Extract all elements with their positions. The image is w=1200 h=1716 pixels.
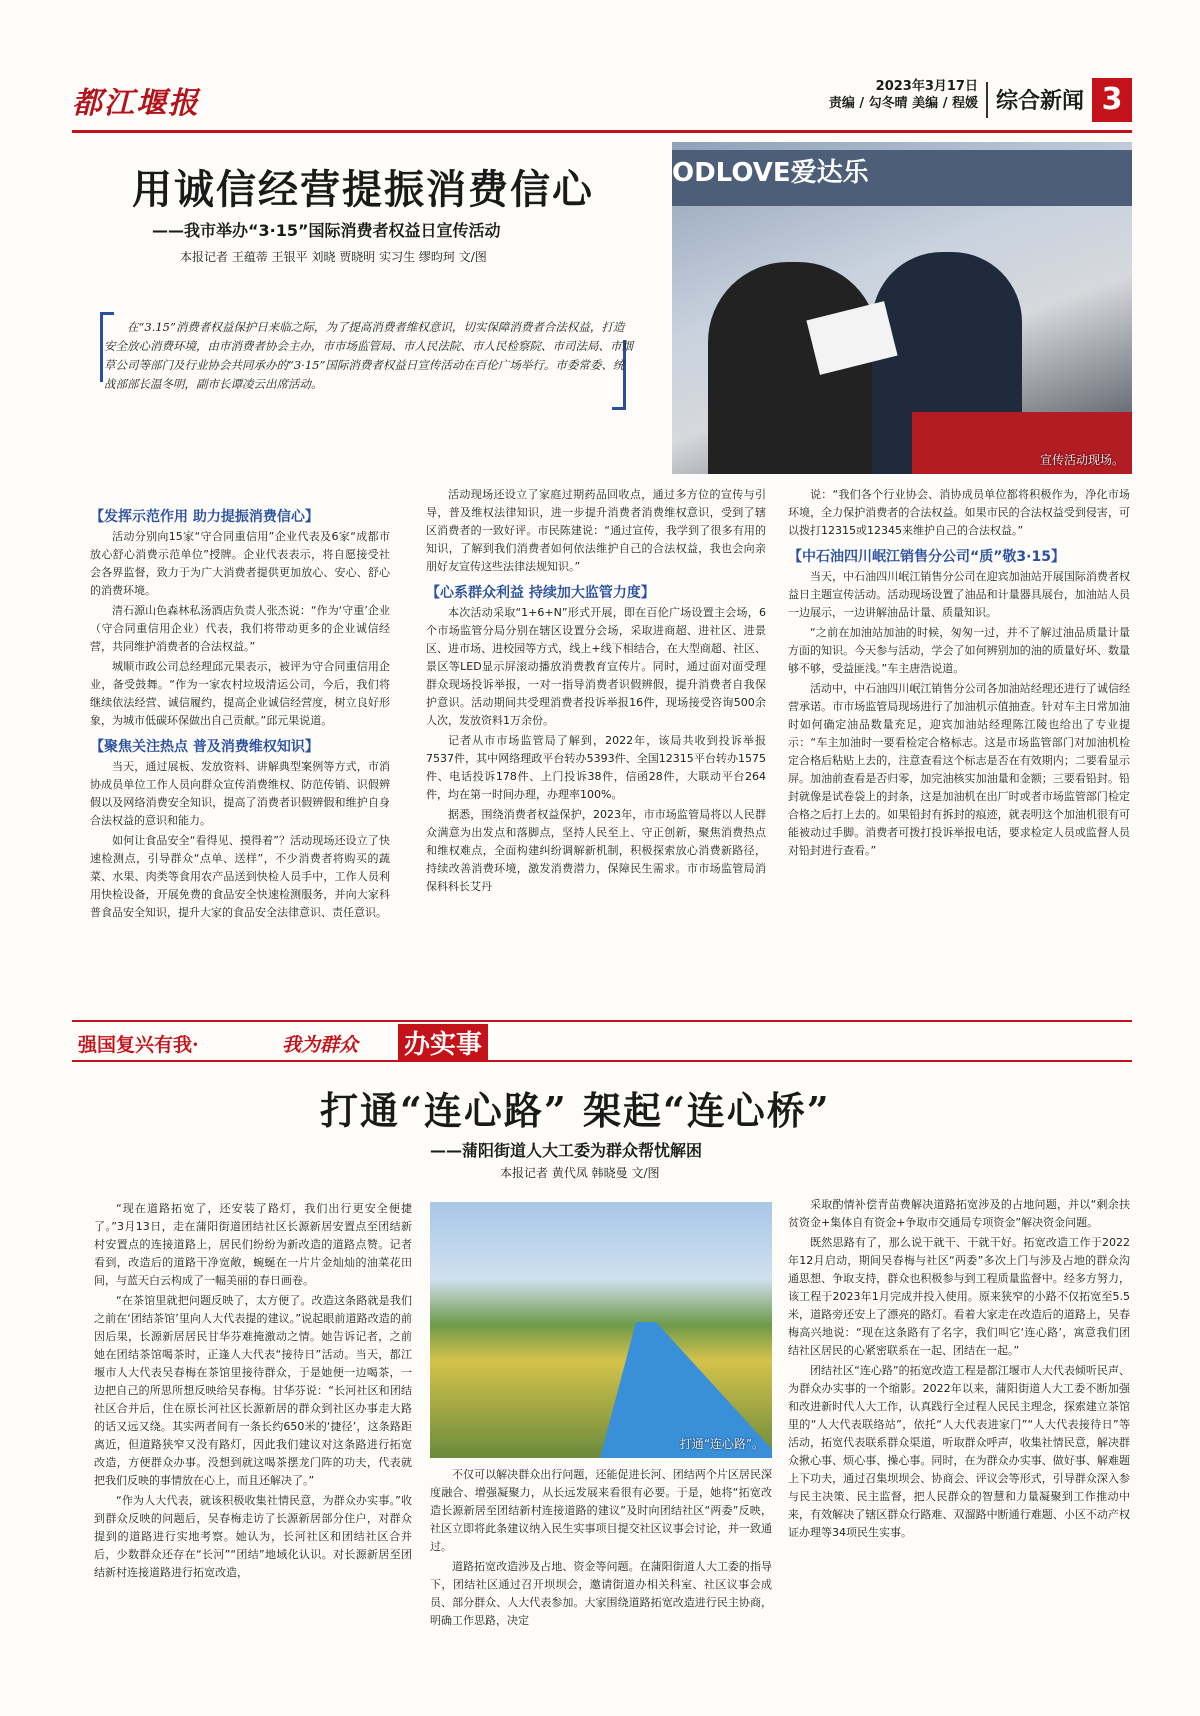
article2-byline: 本报记者 黄代凤 韩晓曼 文/图 bbox=[500, 1166, 660, 1180]
article1-lead: 在“3.15”消费者权益保护日来临之际，为了提高消费者维权意识，切实保障消费者合法权益，打造安全放心消费环境，由市消费者协会主办，市市场监管局、市人民法院、市人民检察院、市司法局、市烟草公司等部门及行业协会共同承办的“3·15”国际消费者权益日宣传活动在百伦广场举行。市委常委、统战部部长温冬明，副市长谭凌云出席活动。 bbox=[104, 320, 633, 391]
article1-byline: 本报记者 王蕴蒂 王银平 刘晓 贾晓明 实习生 缪昀珂 文/图 bbox=[180, 250, 487, 264]
page-number: 3 bbox=[1092, 78, 1132, 122]
paragraph: “现在道路拓宽了，还安装了路灯，我们出行更安全便捷了。”3月13日，走在蒲阳街道团结社区长源新居安置点至团结新村安置点的连接道路上，居民们纷纷为新改造的道路点赞。记者看到，改造后的道路干净宽敞，蜿蜒在一片片金灿灿的油菜花田间，与蓝天白云构成了一幅美丽的春日画卷。 bbox=[94, 1202, 412, 1287]
article1-subhead-4: 【中石油四川岷江销售分公司“质”敬3·15】 bbox=[788, 549, 1065, 565]
article1-headline: 用诚信经营提振消费信心 bbox=[132, 166, 594, 213]
article2-subheadline: ——蒲阳街道人大工委为群众帮忧解困 bbox=[430, 1141, 703, 1160]
article1-column-3 bbox=[788, 486, 1130, 862]
banner-part-3: 办实事 bbox=[398, 1024, 488, 1061]
paragraph: “之前在加油站加油的时候，匆匆一过，并不了解过油品质量计量方面的知识。今天参与活动，学会了如何辨别加的油的质量好坏、数量够不够，受益匪浅。”车主唐浩说道。 bbox=[788, 626, 1130, 675]
article1-column-1 bbox=[90, 500, 390, 924]
paragraph: “在茶馆里就把问题反映了，太方便了。改造这条路就是我们之前在‘团结茶馆’里向人大代表提的建议。”说起眼前道路改造的前因后果，长源新居居民甘华芬难掩激动之情。她告诉记者，之前她在团结茶馆喝茶时，正逢人大代表“接待日”活动。当天，都江堰市人大代表吴春梅在茶馆里接待群众，于是她便一边喝茶，一边把自己的所思所想反映给吴春梅。甘华芬说：“长河社区和团结社区合并后，住在原长河社区长源新居的群众到社区办事走大路的话又远又绕。其实两者间有一条长约650米的‘捷径’，这条路距离近，但道路狭窄又没有路灯，因此我们建议对这条路进行拓宽改造，方便群众办事。没想到就这喝茶摆龙门阵的功夫，代表就把我们反映的事情放在心上，而且还解决了。” bbox=[94, 1294, 412, 1487]
paragraph: 不仅可以解决群众出行问题，还能促进长河、团结两个片区居民深度融合、增强凝聚力，从长远发展来看很有必要。于是，她将“拓宽改造长源新居至团结新村连接道路的建议”及时向团结社区“两委”反映，社区立即将此条建议纳入民生实事项目提交社区议事会讨论，并一致通过。 bbox=[430, 1468, 772, 1553]
paragraph: 城顺市政公司总经理邱元果表示，被评为守合同重信用企业，备受鼓舞。“作为一家农村垃圾清运公司，今后，我们将继续依法经营、诚信履约，提高企业诚信经营度，树立良好形象，为城市低碳环保做出自己贡献。”邱元果说道。 bbox=[90, 660, 390, 727]
article2-headline: 打通“连心路” 架起“连心桥” bbox=[320, 1088, 831, 1133]
header-right bbox=[829, 78, 1132, 122]
photo-brand-sign: ODLOVE爱达乐 bbox=[672, 158, 869, 188]
article2-photo bbox=[430, 1202, 772, 1458]
article2-photo-caption: 打通“连心路”。 bbox=[679, 1437, 764, 1451]
article1-column-2 bbox=[426, 486, 766, 898]
paragraph: 本次活动采取“1+6+N”形式开展，即在百伦广场设置主会场，6个市场监管分局分别在辖区设置分会场，采取进商超、进社区、进景区、进市场、进校园等方式，线上+线下相结合，在大型商超、社区、景区等LED显示屏滚动播放消费教育宣传片。同时，通过面对面受理群众现场投诉举报，一对一指导消费者识假辨假，提升消费者自我保护意识。活动期间共受理消费者投诉举报16件，现场接受咨询500余人次，发放资料1万余份。 bbox=[426, 606, 766, 727]
column-banner bbox=[72, 1020, 1132, 1062]
article1-photo-caption: 宣传活动现场。 bbox=[1039, 453, 1124, 467]
paragraph: 活动中，中石油四川岷江销售分公司各加油站经理还进行了诚信经营承诺。市市场监管局现场进行了加油机示值抽查。针对车主日常加油时如何确定油品数量充足，迎宾加油站经理陈江陵也给出了专业提示：“车主加油时一要看检定合格标志。这是市场监管部门对加油机检定合格后粘贴上去的，注意查看这个标志是否在有效期内；二要看显示屏。加油前查看是否归零，加完油核实加油量和金额；三要看铅封。铅封就像是试卷袋上的封条，这是加油机在出厂时或者市场监管部门检定合格之后打上去的。如果铅封有拆封的痕迹，就表明这个加油机很有可能被动过手脚。消费者可拨打投诉举报电话，要求检定人员或监督人员对铅封进行查看。” bbox=[788, 682, 1130, 857]
article1-subheadline: ——我市举办“3·15”国际消费者权益日宣传活动 bbox=[152, 221, 501, 240]
paragraph: “作为人大代表，就该积极收集社情民意，为群众办实事。”收到群众反映的问题后，吴春梅走访了长源新居部分住户，对群众提到的道路进行实地考察。她认为，长河社区和团结社区合并后，少数群众还存在“长河”“团结”地域化认识。对长源新居至团结新村连接道路进行拓宽改造， bbox=[94, 1494, 412, 1579]
paragraph: 活动分别向15家“守合同重信用”企业代表及6家“成都市放心舒心消费示范单位”授牌。企业代表表示，将自愿接受社会各界监督，致力于为广大消费者提供更加放心、安心、舒心的消费环境。 bbox=[90, 530, 390, 597]
article1-subhead-2: 【聚焦关注热点 普及消费维权知识】 bbox=[90, 739, 319, 755]
banner-part-2: 我为群众 bbox=[282, 1034, 359, 1056]
paragraph: 采取酌情补偿青苗费解决道路拓宽涉及的占地问题，并以“剩余扶贫资金+集体自有资金+争取市交通局专项资金”解决资金问题。 bbox=[788, 1198, 1130, 1229]
editors-line: 责编 / 勾冬晴 美编 / 程媛 bbox=[828, 96, 978, 111]
article1-subhead-3: 【心系群众利益 持续加大监管力度】 bbox=[426, 585, 655, 601]
article1-subhead-1: 【发挥示范作用 助力提振消费信心】 bbox=[90, 509, 319, 525]
article2-column-3 bbox=[788, 1196, 1130, 1544]
section-name: 综合新闻 bbox=[995, 89, 1084, 114]
paragraph: 如何让食品安全“看得见、摸得着”？活动现场还设立了快速检测点，引导群众“点单、送样”，不少消费者将购买的蔬菜、水果、肉类等食用农产品送到快检人员手中，工作人员利用快检设备，开展免费的食品安全快速检测服务，并向大家科普食品安全知识，提升大家的食品安全法律意识、责任意识。 bbox=[90, 834, 390, 919]
paragraph: 当天，通过展板、发放资料、讲解典型案例等方式，市消协成员单位工作人员向群众宣传消费维权、防范传销、识假辨假以及网络消费安全知识，提高了消费者识假辨假和维护自身合法权益的意识和能力。 bbox=[90, 760, 390, 827]
header-divider bbox=[986, 82, 988, 118]
article1-photo bbox=[672, 142, 1132, 474]
paragraph: 当天，中石油四川岷江销售分公司在迎宾加油站开展国际消费者权益日主题宣传活动。活动现场设置了油品和计量器具展台，加油站人员一边展示，一边讲解油品计量、质量知识。 bbox=[788, 570, 1130, 619]
paragraph: 活动现场还设立了家庭过期药品回收点，通过多方位的宣传与引导，普及维权法律知识，进一步提升消费者消费维权意识，受到了辖区消费者的一致好评。市民陈建说：“通过宣传，我学到了很多有用的知识，了解到我们消费者如何依法维护自己的合法权益，我也会向亲朋好友宣传这些法律法规知识。” bbox=[426, 488, 766, 573]
masthead bbox=[72, 78, 1132, 126]
article2-column-1 bbox=[94, 1200, 412, 1584]
photo-person-left bbox=[708, 262, 878, 474]
paragraph: 既然思路有了，那么说干就干、干就干好。拓宽改造工作于2022年12月启动，期间吴春梅与社区“两委”多次上门与涉及占地的群众沟通思想、争取支持，群众也积极参与到工程质量监督中。经多方努力，该工程于2023年1月完成并投入使用。原来狭窄的小路不仅拓宽至5.5米，道路旁还安上了漂亮的路灯。看着大家走在改造后的道路上，吴春梅高兴地说：“现在这条路有了名字，我们叫它‘连心路’，寓意我们团结社区居民的心紧密联系在一起、团结在一起。” bbox=[788, 1236, 1130, 1357]
paragraph: 团结社区“连心路”的拓宽改造工程是都江堰市人大代表倾听民声、为群众办实事的一个缩影。2022年以来，蒲阳街道人大工委不断加强和改进新时代人大工作，认真践行全过程人民民主理念，探索建立茶馆里的“人大代表联络站”，依托“人大代表进家门”“人大代表接待日”等活动，拓宽代表联系群众渠道，听取群众呼声，收集社情民意，解决群众揪心事、烦心事、操心事。同时，在为群众办实事、做好事、解难题上下功夫，通过召集坝坝会、协商会、评议会等形式，引导群众深入参与民主决策、民主监督，把人民群众的智慧和力量凝聚到工作推动中来，有效解决了辖区群众行路难、双溜路中断通行难题、小区不动产权证办理等34项民生实事。 bbox=[788, 1364, 1130, 1539]
issue-date: 2023年3月17日 bbox=[875, 79, 978, 94]
newspaper-logo: 都江堰报 bbox=[72, 86, 200, 121]
paragraph: 说：“我们各个行业协会、消协成员单位都将积极作为，净化市场环境，全力保护消费者的合法权益。如果市民的合法权益受到侵害，可以拨打12315或12345来维护自己的合法权益。” bbox=[788, 488, 1130, 537]
paragraph: 记者从市市场监管局了解到，2022年，该局共收到投诉举报7537件，其中网络理政平台转办5393件、全国12315平台转办1575件、电话投诉178件、上门投诉38件，信函28件，大联动平台264件，均在第一时间办理，办理率100%。 bbox=[426, 734, 766, 801]
top-rule bbox=[72, 130, 1132, 133]
header-meta bbox=[829, 78, 978, 112]
paragraph: 清石源山色森林私汤酒店负责人张杰说：“作为‘守重’企业（守合同重信用企业）代表，我们将带动更多的企业诚信经营，共同维护消费者的合法权益。” bbox=[90, 604, 390, 653]
article2-column-2 bbox=[430, 1466, 772, 1632]
banner-part-1: 强国复兴有我· bbox=[78, 1034, 199, 1056]
paragraph: 据悉，围绕消费者权益保护，2023年，市市场监管局将以人民群众满意为出发点和落脚点，坚持人民至上、守正创新，聚焦消费热点和维权难点，全面构建纠纷调解新机制，积极探索放心消费新路径，持续改善消费环境，激发消费潜力，保障民生需求。市市场监管局消保科科长艾丹 bbox=[426, 808, 766, 893]
paragraph: 道路拓宽改造涉及占地、资金等问题。在蒲阳街道人大工委的指导下，团结社区通过召开坝坝会，邀请街道办相关科室、社区议事会成员、部分群众、人大代表参加。大家围绕道路拓宽改造进行民主协商，明确工作思路，决定 bbox=[430, 1560, 772, 1627]
